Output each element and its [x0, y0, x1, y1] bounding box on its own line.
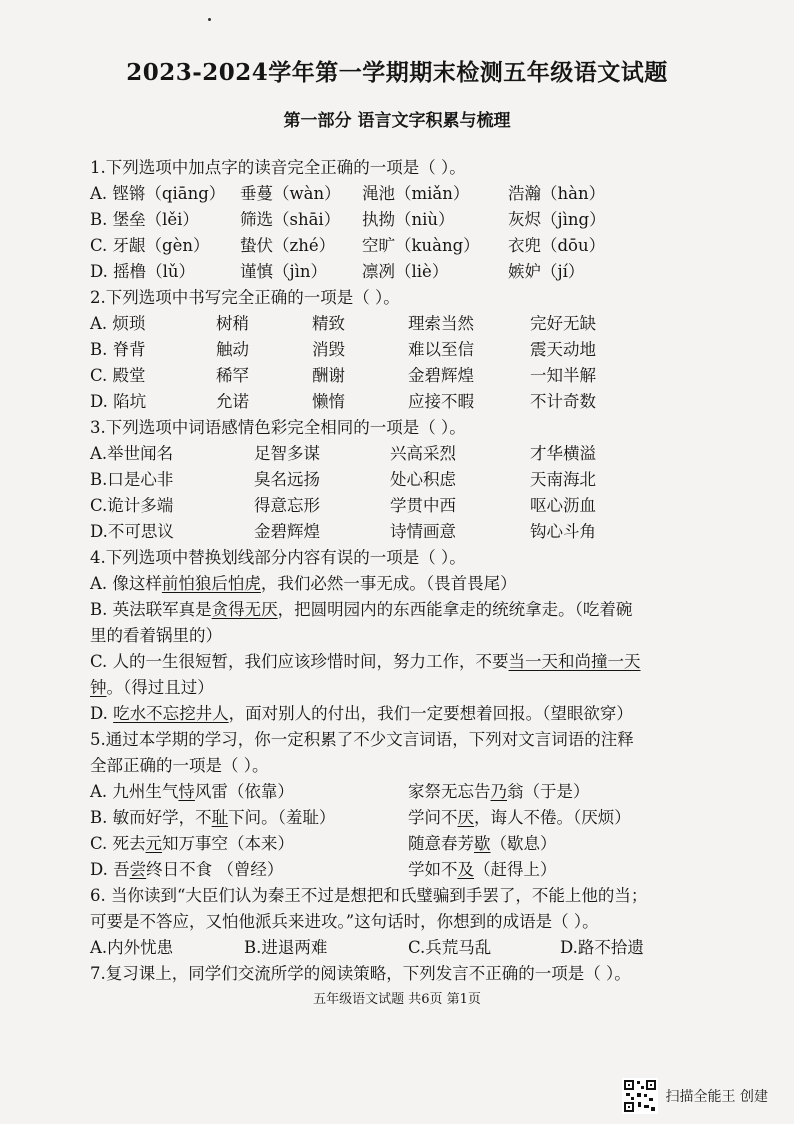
q5-c-right: 随意春芳歇（歇息） — [408, 834, 557, 853]
q1-b-3: 执拗（niù） — [362, 210, 455, 229]
q3-a-2: 足智多谋 — [254, 444, 320, 463]
q6-option-d: D.路不拾遗 — [560, 938, 644, 957]
watermark-text: 扫描全能王 创建 — [665, 1089, 768, 1105]
q2-a-4: 理索当然 — [408, 314, 474, 333]
q3-a-1: A.举世闻名 — [90, 444, 174, 463]
q2-d-4: 应接不暇 — [408, 392, 474, 411]
q2-b-4: 难以至信 — [408, 340, 474, 359]
q5-a-left: A. 九州生气恃风雷（依靠） — [90, 782, 294, 801]
q5-d-right: 学如不及（赶得上） — [408, 860, 557, 879]
q2-a-3: 精致 — [312, 314, 345, 333]
q6-option-a: A.内外忧患 — [90, 938, 174, 957]
q3-c-4: 呕心沥血 — [530, 496, 596, 515]
q2-b-3: 消毁 — [312, 340, 345, 359]
q2-c-2: 稀罕 — [216, 366, 249, 385]
q5-a-right: 家祭无忘告乃翁（于是） — [408, 782, 590, 801]
q2-b-1: B. 脊背 — [90, 340, 146, 359]
scan-speck — [208, 18, 211, 21]
q3-c-2: 得意忘形 — [254, 496, 320, 515]
q6-line2: 可要是不答应，又怕他派兵来进攻。”这句话时，你想到的成语是（ ）。 — [90, 912, 599, 931]
q6-option-c: C.兵荒马乱 — [408, 938, 492, 957]
section-heading: 第一部分 语言文字积累与梳理 — [283, 111, 511, 131]
q5-d-left: D. 吾尝终日不食 （曾经） — [90, 860, 284, 879]
page-footer: 五年级语文试题 共6页 第1页 — [313, 992, 481, 1007]
q4-option-d: D. 吃水不忘挖井人，面对别人的付出，我们一定要想着回报。（望眼欲穿） — [90, 704, 633, 723]
q1-b-2: 筛选（shāi） — [240, 210, 341, 229]
q1-c-3: 空旷（kuàng） — [362, 236, 480, 255]
q3-stem: 3.下列选项中词语感情色彩完全相同的一项是（ ）。 — [90, 418, 466, 437]
q2-d-1: D. 陷坑 — [90, 392, 147, 411]
q4-option-c: C. 人的一生很短暂，我们应该珍惜时间，努力工作，不要当一天和尚撞一天 — [90, 652, 641, 671]
q1-a-2: 垂蔓（wàn） — [240, 184, 341, 203]
q3-c-3: 学贯中西 — [390, 496, 456, 515]
q3-b-4: 天南海北 — [530, 470, 596, 489]
q1-c-1: C. 牙龈（gèn） — [90, 236, 210, 255]
q3-b-2: 臭名远扬 — [254, 470, 320, 489]
q6-line1: 6. 当你读到“大臣们认为秦王不过是想把和氏璧骗到手罢了，不能上他的当； — [90, 886, 648, 905]
q3-d-4: 钩心斗角 — [530, 522, 596, 541]
q1-b-1: B. 堡垒（lěi） — [90, 210, 199, 229]
q3-b-1: B.口是心非 — [90, 470, 174, 489]
q2-d-3: 懒惰 — [312, 392, 345, 411]
q5-b-right: 学问不厌，诲人不倦。（厌烦） — [408, 808, 631, 827]
q4-b-underlined: 贪得无厌 — [211, 600, 278, 619]
q1-c-2: 蛰伏（zhé） — [240, 236, 336, 255]
q1-d-4: 嫉妒（jí） — [508, 262, 585, 281]
q1-a-3: 渑池（miǎn） — [362, 184, 470, 203]
q2-b-2: 触动 — [216, 340, 249, 359]
q1-d-3: 凛冽（liè） — [362, 262, 449, 281]
q1-d-1: D. 摇橹（lǔ） — [90, 262, 196, 281]
q4-c-underlined: 当一天和尚撞一天 — [508, 652, 641, 671]
q5-b-left: B. 敏而好学，不耻下问。（羞耻） — [90, 808, 336, 827]
q1-c-4: 衣兜（dōu） — [508, 236, 606, 255]
q4-option-b: B. 英法联军真是贪得无厌，把圆明园内的东西能拿走的统统拿走。（吃着碗 — [90, 600, 633, 619]
q5-stem-line1: 5.通过本学期的学习，你一定积累了不少文言词语，下列对文言词语的注释 — [90, 730, 634, 749]
q3-b-3: 处心积虑 — [390, 470, 456, 489]
q5-c-left: C. 死去元知万事空（本来） — [90, 834, 295, 853]
q2-d-5: 不计奇数 — [530, 392, 596, 411]
q3-d-3: 诗情画意 — [390, 522, 456, 541]
q1-a-4: 浩瀚（hàn） — [508, 184, 606, 203]
q3-c-1: C.诡计多端 — [90, 496, 174, 515]
q4-stem: 4.下列选项中替换划线部分内容有误的一项是（ ）。 — [90, 548, 466, 567]
q1-d-2: 谨慎（jìn） — [240, 262, 328, 281]
q1-stem: 1.下列选项中加点字的读音完全正确的一项是（ ）。 — [90, 158, 466, 177]
q4-option-c-cont: 钟。（得过且过） — [90, 678, 214, 697]
q2-d-2: 允诺 — [216, 392, 249, 411]
q3-a-4: 才华横溢 — [530, 444, 596, 463]
q4-option-b-cont: 里的看着锅里的） — [90, 626, 222, 645]
q6-option-b: B.进退两难 — [244, 938, 328, 957]
q1-a-1: A. 铿锵（qiāng） — [90, 184, 226, 203]
scanner-watermark — [622, 1078, 768, 1114]
q5-stem-line2: 全部正确的一项是（ ）。 — [90, 756, 269, 775]
q1-b-4: 灰烬（jìng） — [508, 210, 606, 229]
q2-c-1: C. 殿堂 — [90, 366, 146, 385]
qr-code-icon — [622, 1078, 658, 1114]
q2-c-3: 酬谢 — [312, 366, 345, 385]
q4-c-underlined-cont: 钟 — [90, 678, 107, 697]
q3-a-3: 兴高采烈 — [390, 444, 456, 463]
q4-d-underlined: 吃水不忘挖井人 — [113, 704, 229, 723]
q3-d-2: 金碧辉煌 — [254, 522, 320, 541]
q7-stem: 7.复习课上，同学们交流所学的阅读策略，下列发言不正确的一项是（ ）。 — [90, 964, 631, 983]
q2-c-5: 一知半解 — [530, 366, 596, 385]
q3-d-1: D.不可思议 — [90, 522, 174, 541]
q2-a-1: A. 烦琐 — [90, 314, 146, 333]
q4-a-underlined: 前怕狼后怕虎 — [161, 574, 261, 593]
exam-title: 2023-2024学年第一学期期末检测五年级语文试题 — [126, 59, 668, 86]
q2-a-2: 树稍 — [216, 314, 249, 333]
q2-c-4: 金碧辉煌 — [408, 366, 474, 385]
q2-b-5: 震天动地 — [530, 340, 596, 359]
q2-stem: 2.下列选项中书写完全正确的一项是（ ）。 — [90, 288, 400, 307]
q2-a-5: 完好无缺 — [530, 314, 596, 333]
q4-option-a: A. 像这样前怕狼后怕虎，我们必然一事无成。（畏首畏尾） — [90, 574, 517, 593]
